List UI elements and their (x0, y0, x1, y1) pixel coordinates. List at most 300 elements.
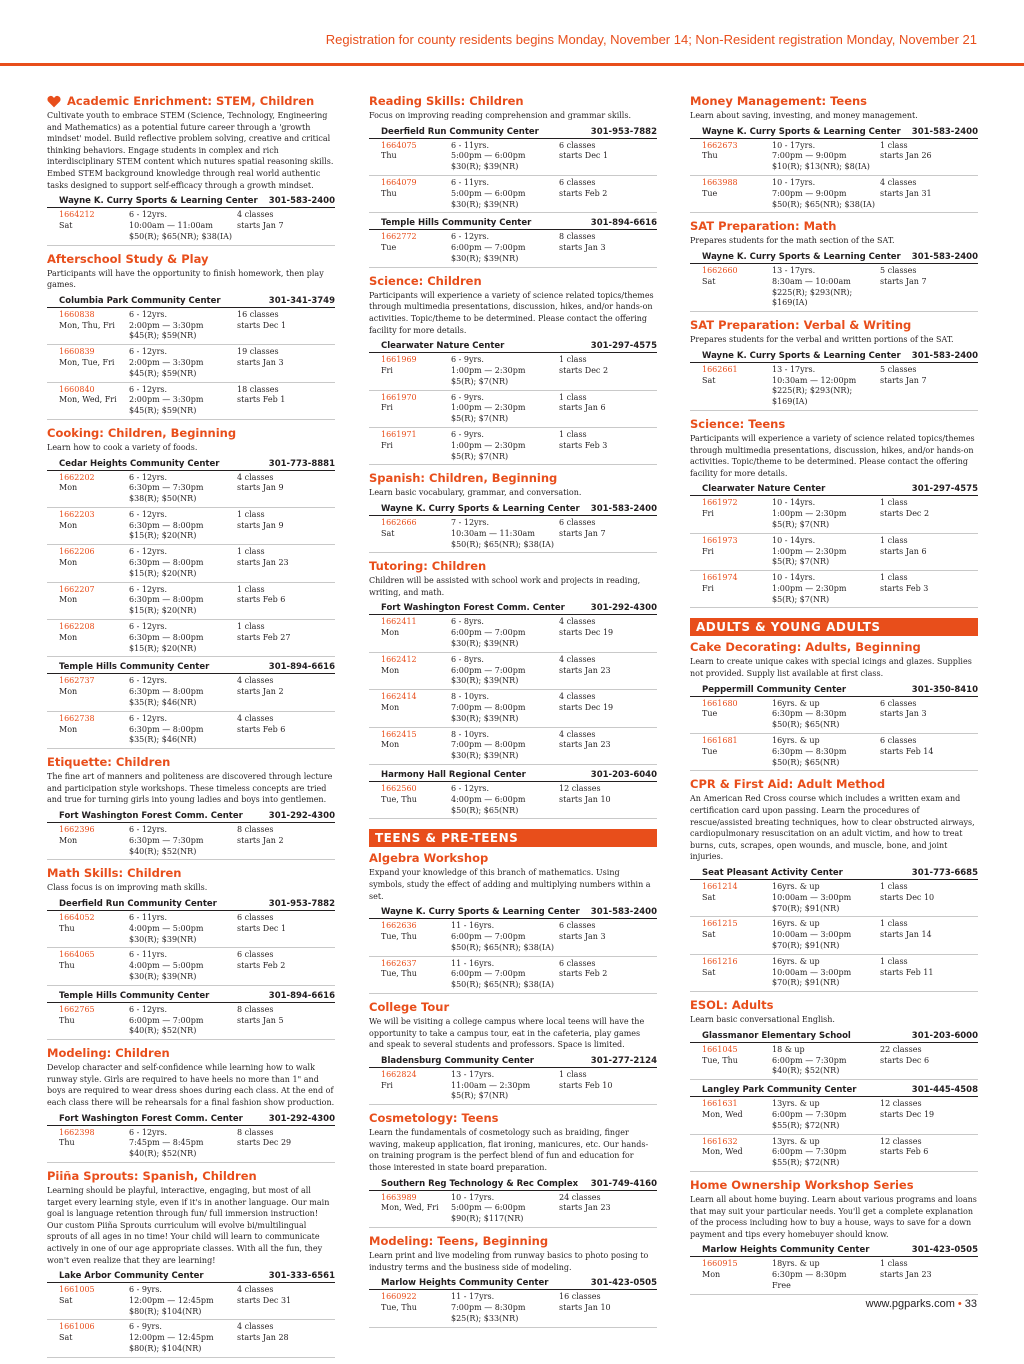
center-header (369, 1177, 657, 1191)
class-id-col (381, 393, 451, 425)
center-name: Deerfield Run Community Center (59, 899, 217, 909)
class-number[interactable]: 1661216 (702, 956, 738, 966)
class-number[interactable]: 1660922 (381, 1292, 417, 1302)
class-number[interactable]: 1660915 (702, 1259, 738, 1269)
class-row (690, 1097, 978, 1134)
class-number[interactable]: 1661971 (381, 429, 417, 439)
class-days: Mon (59, 558, 78, 568)
class-days: Thu (59, 1138, 75, 1148)
class-schedule-col (237, 1322, 335, 1354)
class-number[interactable]: 1664065 (59, 950, 95, 960)
class-detail-col (129, 622, 237, 654)
class-row (47, 383, 335, 420)
class-row (369, 615, 657, 652)
class-time: 1:00pm — 2:30pm (772, 509, 847, 519)
course-title (369, 1111, 657, 1126)
class-count: 8 classes (237, 825, 274, 835)
class-age: 16yrs. & up (772, 736, 820, 746)
class-start: starts Feb 10 (559, 1080, 613, 1090)
class-age: 10 - 14yrs. (772, 535, 816, 545)
class-schedule-col (559, 1193, 657, 1225)
class-schedule-col (237, 1128, 335, 1160)
course-title-text: Reading Skills: Children (369, 94, 524, 108)
class-number[interactable]: 1662398 (59, 1127, 95, 1137)
class-detail-col (772, 498, 880, 530)
center-name: Peppermill Community Center (702, 684, 847, 695)
center-phone: 301-953-7882 (590, 126, 657, 137)
class-detail-col (129, 1285, 237, 1317)
class-count: 1 class (880, 535, 908, 545)
course-block (690, 1178, 978, 1295)
class-age: 6 - 12yrs. (129, 509, 168, 519)
center-header (369, 601, 657, 615)
class-number[interactable]: 1662772 (381, 232, 417, 242)
course-title (690, 417, 978, 432)
course-title-text: Spanish: Children, Beginning (369, 471, 558, 486)
class-number[interactable]: 1662560 (381, 784, 417, 794)
center-header (47, 457, 335, 471)
class-row (47, 712, 335, 749)
class-start: starts Jan 9 (237, 483, 284, 493)
class-id-col (702, 957, 772, 989)
class-row (690, 880, 978, 917)
website-link[interactable]: www.pgparks.com (865, 1298, 955, 1310)
class-number[interactable]: 1662666 (381, 517, 417, 527)
class-start: starts Dec 2 (880, 509, 930, 519)
class-start: starts Jan 2 (237, 687, 284, 697)
class-id-col (59, 950, 129, 982)
course-block (369, 274, 657, 466)
class-detail-col (772, 1137, 880, 1169)
class-number[interactable]: 1662208 (59, 622, 95, 632)
class-count: 1 class (880, 498, 908, 508)
class-start: starts Feb 3 (559, 440, 608, 450)
course-block (690, 777, 978, 992)
class-number[interactable]: 1661973 (702, 535, 738, 545)
class-fee: $15(R); $20(NR) (129, 606, 197, 616)
course-title (47, 866, 335, 881)
class-fee: $45(R); $59(NR) (129, 331, 197, 341)
class-start: starts Jan 3 (880, 709, 927, 719)
class-id-col (59, 825, 129, 857)
class-number[interactable]: 1664075 (381, 140, 417, 150)
class-start: starts Dec 19 (559, 628, 614, 638)
class-time: 6:00pm — 7:00pm (451, 932, 526, 942)
course-block (47, 1169, 335, 1358)
class-schedule-col (880, 699, 978, 731)
course-title (369, 1000, 657, 1015)
class-start: starts Dec 2 (559, 365, 609, 375)
class-age: 10 - 17yrs. (772, 177, 816, 187)
class-start: starts Feb 1 (237, 395, 286, 405)
course-description: An American Red Cross course which includes a written exam and certification card upon passing. Learn the procedures of rescue/assisted breating techniques, how to clear obstructed airways, cardiopulmonary resuscitation on an adult victim, and how to treat burns, cuts, scrapes, open wounds, and muscle, bone, and joint injuries. (690, 794, 975, 862)
class-row (369, 353, 657, 390)
class-id-col (702, 573, 772, 605)
class-start: starts Jan 23 (559, 1203, 611, 1213)
class-days: Mon (381, 665, 400, 675)
course-description: Learn all about home buying. Learn about various programs and loans that may suit your particular needs. You'll get a complete explanation of the process including how to buy a house, ways to save for a down payment and tips every homebuyer should know. (690, 1194, 977, 1239)
class-start: starts Feb 3 (880, 583, 929, 593)
class-start: starts Jan 31 (880, 188, 932, 198)
class-days: Thu (59, 1015, 75, 1025)
class-days: Mon (59, 835, 78, 845)
class-number[interactable]: 1663988 (702, 177, 738, 187)
class-number[interactable]: 1661006 (59, 1322, 95, 1332)
class-detail-col (129, 1322, 237, 1354)
class-start: starts Dec 1 (237, 923, 287, 933)
class-start: starts Jan 7 (559, 528, 606, 538)
class-days: Mon, Thu, Fri (59, 320, 115, 330)
class-row (47, 1320, 335, 1357)
class-detail-col (129, 913, 237, 945)
class-number[interactable]: 1662738 (59, 713, 95, 723)
class-count: 1 class (559, 392, 587, 402)
class-count: 4 classes (237, 1285, 274, 1295)
class-number[interactable]: 1663989 (381, 1192, 417, 1202)
class-number[interactable]: 1661214 (702, 882, 738, 892)
class-age: 16yrs. & up (772, 882, 820, 892)
class-time: 1:00pm — 2:30pm (772, 546, 847, 556)
class-id-col (702, 266, 772, 309)
class-schedule-col (237, 473, 335, 505)
class-id-col (59, 385, 129, 417)
class-number[interactable]: 1662411 (381, 617, 417, 627)
class-age: 10 - 14yrs. (772, 498, 816, 508)
class-schedule-col (559, 921, 657, 953)
class-count: 4 classes (237, 472, 274, 482)
class-number[interactable]: 1662412 (381, 654, 417, 664)
course-block (690, 998, 978, 1172)
class-id-col (702, 699, 772, 731)
class-schedule-col (237, 385, 335, 417)
class-days: Fri (381, 440, 393, 450)
class-start: starts Feb 2 (237, 961, 286, 971)
course-block (369, 94, 657, 268)
class-id-col (702, 536, 772, 568)
class-count: 5 classes (880, 364, 917, 374)
class-age: 6 - 12yrs. (129, 1004, 168, 1014)
class-row (47, 308, 335, 345)
course-title (690, 640, 978, 655)
class-days: Sat (702, 276, 716, 286)
class-schedule-col (237, 347, 335, 379)
class-number[interactable]: 1661974 (702, 573, 738, 583)
class-detail-col (451, 617, 559, 649)
class-start: starts Jan 10 (559, 1302, 611, 1312)
class-time: 6:00pm — 7:00pm (451, 628, 526, 638)
class-number[interactable]: 1661045 (702, 1044, 738, 1054)
column-3 (690, 94, 978, 1301)
class-detail-col (772, 365, 880, 408)
class-number[interactable]: 1661631 (702, 1099, 738, 1109)
center-name: Bladensburg Community Center (381, 1055, 534, 1066)
class-row (47, 508, 335, 545)
class-detail-col (451, 730, 559, 762)
class-age: 8 - 10yrs. (451, 692, 490, 702)
class-number[interactable]: 1662415 (381, 729, 417, 739)
class-number[interactable]: 1662660 (702, 265, 738, 275)
class-id-col (381, 655, 451, 687)
center-name: Wayne K. Curry Sports & Learning Center (702, 350, 901, 361)
center-header (690, 866, 978, 880)
class-id-col (702, 736, 772, 768)
center-phone: 301-583-2400 (911, 126, 978, 137)
class-age: 6 - 12yrs. (129, 1127, 168, 1137)
class-schedule-col (880, 1099, 978, 1131)
course-description: Class focus is on improving math skills. (47, 883, 208, 893)
class-count: 6 classes (880, 736, 917, 746)
class-detail-col (451, 232, 559, 264)
class-fee: $15(R); $20(NR) (129, 643, 197, 653)
class-time: 6:00pm — 7:30pm (772, 1109, 847, 1119)
class-number[interactable]: 1662414 (381, 692, 417, 702)
class-age: 6 - 9yrs. (129, 1285, 162, 1295)
class-row (690, 1043, 978, 1080)
class-days: Fri (702, 509, 714, 519)
class-time: 7:00pm — 9:00pm (772, 188, 847, 198)
class-number[interactable]: 1662673 (702, 140, 738, 150)
class-time: 4:00pm — 6:00pm (451, 794, 526, 804)
class-number[interactable]: 1661215 (702, 919, 738, 929)
class-days: Sat (59, 1333, 73, 1343)
class-id-col (381, 617, 451, 649)
class-schedule-col (237, 950, 335, 982)
class-row (690, 496, 978, 533)
center-header (690, 125, 978, 139)
class-id-col (59, 622, 129, 654)
class-time: 6:30pm — 8:00pm (129, 687, 204, 697)
class-number[interactable]: 1662203 (59, 509, 95, 519)
class-fee: $40(R); $52(NR) (129, 846, 197, 856)
class-detail-col (772, 1045, 880, 1077)
course-title (690, 318, 978, 333)
course-description: Prepares students for the math section of the SAT. (690, 236, 895, 246)
class-age: 6 - 12yrs. (451, 784, 490, 794)
course-title (690, 998, 978, 1013)
section-banner: TEENS & PRE-TEENS (369, 829, 657, 847)
class-number[interactable]: 1664079 (381, 177, 417, 187)
class-schedule-col (237, 547, 335, 579)
course-title (369, 274, 657, 289)
course-description: Children will be assisted with school work and projects in reading, writing, and math. (369, 576, 641, 597)
class-number[interactable]: 1662661 (702, 364, 738, 374)
class-id-col (381, 959, 451, 991)
class-count: 4 classes (559, 692, 596, 702)
course-block (369, 1000, 657, 1105)
class-start: starts Jan 28 (237, 1333, 289, 1343)
class-row (690, 176, 978, 213)
class-start: starts Jan 3 (559, 932, 606, 942)
class-number[interactable]: 1661970 (381, 392, 417, 402)
center-header (369, 1276, 657, 1290)
class-id-col (702, 1137, 772, 1169)
class-start: starts Jan 3 (559, 243, 606, 253)
center-name: Lake Arbor Community Center (59, 1271, 204, 1282)
class-detail-col (451, 1070, 559, 1102)
class-row (47, 911, 335, 948)
class-count: 6 classes (559, 140, 596, 150)
class-start: starts Jan 2 (237, 835, 284, 845)
class-schedule-col (237, 676, 335, 708)
class-fee: $30(R); $39(NR) (451, 162, 519, 172)
class-number[interactable]: 1662202 (59, 472, 95, 482)
class-schedule-col (880, 498, 978, 530)
class-row (369, 653, 657, 690)
class-age: 6 - 12yrs. (451, 232, 490, 242)
class-days: Fri (381, 365, 393, 375)
center-header (690, 1083, 978, 1097)
class-days: Tue, Thu (702, 1055, 738, 1065)
class-time: 6:00pm — 7:00pm (451, 243, 526, 253)
class-fee: $5(R); $7(NR) (772, 594, 830, 604)
class-days: Tue, Thu (381, 1302, 417, 1312)
class-days: Mon (381, 628, 400, 638)
course-title (690, 219, 978, 234)
class-detail-col (451, 692, 559, 724)
class-fee: $5(R); $7(NR) (772, 557, 830, 567)
class-row (690, 917, 978, 954)
course-description: Focus on improving reading comprehension and grammar skills. (369, 111, 632, 120)
course-description: Learning should be playful, interactive, engaging, but most of all target every learning style, even if it's in another language. Our main goal is language retention through fun/ full immersion instruction! Our custom Piiña Sprouts curriculum will evolve bi/multilingual sprouts of all ages in no time! Your child will learn to communicate actively in one of our age appropriate classes. With all the fun, they won't even realize that they are learning! (47, 1185, 330, 1265)
class-number[interactable]: 1662637 (381, 958, 417, 968)
class-number[interactable]: 1661680 (702, 698, 738, 708)
class-number[interactable]: 1662765 (59, 1004, 95, 1014)
class-age: 11 - 16yrs. (451, 921, 495, 931)
class-fee: $50(R); $65(NR) (451, 805, 519, 815)
course-title (369, 94, 657, 109)
class-count: 1 class (880, 573, 908, 583)
class-number[interactable]: 1660839 (59, 347, 95, 357)
class-age: 6 - 12yrs. (129, 547, 168, 557)
class-time: 4:00pm — 5:00pm (129, 923, 204, 933)
class-time: 6:30pm — 8:00pm (129, 595, 204, 605)
class-days: Mon (59, 520, 78, 530)
class-age: 10 - 17yrs. (772, 140, 816, 150)
course-description: Expand your knowledge of this branch of mathematics. Using symbols, study the effect of adding and multiplying numbers within a set. (369, 868, 651, 901)
class-count: 1 class (880, 140, 908, 150)
class-days: Thu (381, 188, 397, 198)
class-start: starts Feb 14 (880, 746, 934, 756)
center-phone: 301-297-4575 (911, 484, 978, 495)
class-schedule-col (880, 365, 978, 408)
center-name: Wayne K. Curry Sports & Learning Center (381, 907, 580, 918)
class-time: 6:30pm — 8:30pm (772, 746, 847, 756)
class-id-col (59, 510, 129, 542)
class-time: 10:00am — 11:00am (129, 220, 213, 230)
class-row (47, 545, 335, 582)
column-1 (47, 94, 335, 1364)
class-age: 6 - 9yrs. (129, 1322, 162, 1332)
class-row (690, 697, 978, 734)
class-time: 2:00pm — 3:30pm (129, 395, 204, 405)
class-start: starts Feb 6 (237, 595, 286, 605)
center-phone: 301-583-2400 (268, 196, 335, 207)
class-age: 6 - 12yrs. (129, 584, 168, 594)
course-description: Participants will experience a variety of science related topics/themes through multimedia presentations, discussion, hikes, and/or hands-on activities. Topic/theme to be determined. Please contact the offering facility for more details. (690, 433, 975, 478)
class-number[interactable]: 1660838 (59, 309, 95, 319)
class-age: 10 - 14yrs. (772, 573, 816, 583)
center-phone: 301-953-7882 (268, 899, 335, 909)
center-phone: 301-583-2400 (911, 350, 978, 361)
class-days: Mon, Wed (702, 1109, 743, 1119)
class-age: 16yrs. & up (772, 698, 820, 708)
class-number[interactable]: 1661005 (59, 1285, 95, 1295)
class-schedule-col (880, 266, 978, 309)
class-number[interactable]: 1664212 (59, 210, 95, 220)
class-detail-col (451, 430, 559, 462)
course-description: Learn print and live modeling from runway basics to photo posing to industry terms and the business side of modeling. (369, 1250, 649, 1272)
class-id-col (59, 1322, 129, 1354)
course-block (690, 417, 978, 609)
class-time: 11:00am — 2:30pm (451, 1080, 531, 1090)
class-days: Thu (381, 151, 397, 161)
class-count: 8 classes (559, 232, 596, 242)
class-number[interactable]: 1662824 (381, 1069, 417, 1079)
class-schedule-col (559, 430, 657, 462)
class-id-col (702, 141, 772, 173)
class-start: starts Jan 9 (237, 520, 284, 530)
class-number[interactable]: 1662636 (381, 921, 417, 931)
class-number[interactable]: 1662206 (59, 547, 95, 557)
class-number[interactable]: 1660840 (59, 384, 95, 394)
class-age: 6 - 9yrs. (451, 429, 484, 439)
center-name: Wayne K. Curry Sports & Learning Center (59, 196, 258, 207)
class-fee: $40(R); $52(NR) (772, 1066, 840, 1076)
class-number[interactable]: 1664052 (59, 913, 95, 922)
class-fee: $50(R); $65(NR) (772, 757, 840, 767)
class-start: starts Jan 14 (880, 930, 932, 940)
class-age: 6 - 12yrs. (129, 713, 168, 723)
class-age: 6 - 11yrs. (129, 950, 168, 960)
class-age: 6 - 11yrs. (451, 177, 490, 187)
class-start: starts Dec 19 (559, 703, 614, 713)
class-number[interactable]: 1662396 (59, 825, 95, 835)
class-row (47, 620, 335, 657)
center-header (369, 216, 657, 230)
course-description: Learn basic vocabulary, grammar, and conversation. (369, 488, 582, 498)
class-age: 16yrs. & up (772, 919, 820, 929)
center-phone: 301-350-8410 (911, 684, 978, 695)
class-time: 1:00pm — 2:30pm (451, 440, 526, 450)
course-description: Learn about saving, investing, and money management. (690, 111, 918, 120)
class-number[interactable]: 1661632 (702, 1136, 738, 1146)
center-name: Cedar Heights Community Center (59, 458, 220, 469)
class-days: Sat (702, 930, 716, 940)
class-age: 13yrs. & up (772, 1136, 820, 1146)
class-fee: $10(R); $13(NR); $8(IA) (772, 162, 870, 172)
class-row (690, 1257, 978, 1294)
course-description: Prepares students for the verbal and written portions of the SAT. (690, 335, 954, 345)
class-detail-col (451, 655, 559, 687)
class-row (369, 957, 657, 994)
center-name: Temple Hills Community Center (59, 662, 210, 673)
class-id-col (59, 585, 129, 617)
class-age: 6 - 12yrs. (129, 210, 168, 220)
class-id-col (702, 1099, 772, 1131)
class-count: 22 classes (880, 1044, 922, 1054)
class-id-col (381, 1193, 451, 1225)
class-number[interactable]: 1662207 (59, 584, 95, 594)
class-number[interactable]: 1661972 (702, 498, 738, 508)
class-number[interactable]: 1661681 (702, 736, 738, 746)
class-count: 12 classes (559, 784, 601, 794)
class-number[interactable]: 1662737 (59, 676, 95, 686)
class-id-col (59, 547, 129, 579)
class-number[interactable]: 1661969 (381, 355, 417, 365)
course-title (369, 1234, 657, 1249)
class-schedule-col (559, 518, 657, 550)
class-row (369, 728, 657, 765)
